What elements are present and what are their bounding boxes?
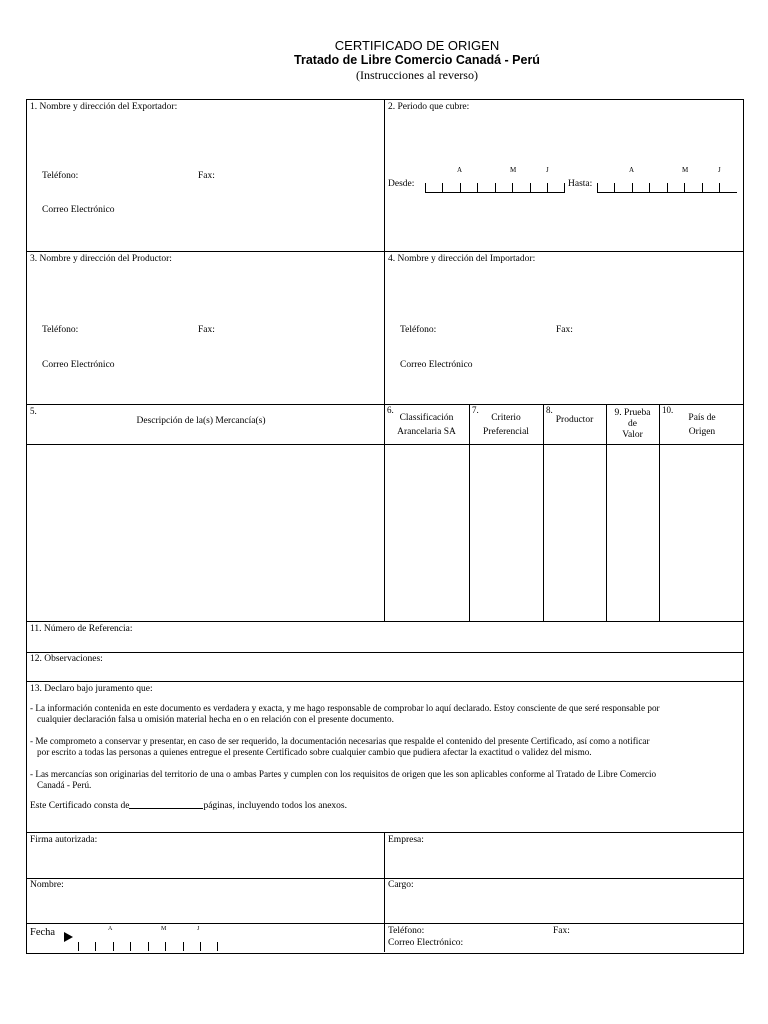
day-label: J bbox=[546, 166, 549, 174]
col5-number: 5. bbox=[30, 406, 37, 416]
exporter-fax-label: Fax: bbox=[198, 171, 215, 181]
instructions-note: (Instrucciones al reverso) bbox=[356, 68, 478, 82]
col10-header-line2: Origen bbox=[688, 427, 716, 437]
declaration-paragraph-2 bbox=[30, 736, 730, 758]
day-label: J bbox=[718, 166, 721, 174]
importer-email-label: Correo Electrónico bbox=[400, 360, 473, 370]
month-label: M bbox=[510, 166, 517, 174]
pages-suffix: páginas, incluyendo todos los anexos. bbox=[203, 801, 347, 811]
tariff-classification-cell[interactable] bbox=[385, 445, 469, 621]
exporter-field[interactable] bbox=[30, 114, 380, 168]
col10-header-line1: País de bbox=[688, 413, 716, 423]
declaration-paragraph-1 bbox=[30, 703, 730, 725]
exporter-phone-label: Teléfono: bbox=[42, 171, 79, 181]
name-field[interactable] bbox=[28, 893, 382, 921]
importer-fax-label: Fax: bbox=[556, 325, 573, 335]
value-proof-cell[interactable] bbox=[607, 445, 659, 621]
divider bbox=[384, 832, 385, 952]
period-from-label: Desde: bbox=[388, 179, 415, 189]
company-label: Empresa: bbox=[388, 835, 424, 845]
month-label: M bbox=[161, 926, 167, 932]
producer-label: 3. Nombre y dirección del Productor: bbox=[30, 254, 172, 264]
position-field[interactable] bbox=[386, 893, 740, 921]
col8-number: 8. bbox=[546, 405, 553, 415]
observations-label: 12. Observaciones: bbox=[30, 654, 103, 664]
exporter-label: 1. Nombre y dirección del Exportador: bbox=[30, 102, 178, 112]
col6-header-line2: Arancelaria SA bbox=[397, 427, 456, 437]
producer-email-label: Correo Electrónico bbox=[42, 360, 115, 370]
arrow-right-icon bbox=[64, 932, 74, 942]
producer-phone-label: Teléfono: bbox=[42, 325, 79, 335]
pages-count-field[interactable] bbox=[129, 808, 203, 809]
col9-header-line3: Valor bbox=[622, 430, 643, 440]
reference-number-field[interactable] bbox=[160, 623, 740, 651]
signature-field[interactable] bbox=[28, 848, 382, 876]
col6-header-line1: Classificación bbox=[399, 413, 454, 423]
col10-number: 10. bbox=[662, 405, 674, 415]
col9-header-line1: 9. Prueba bbox=[614, 408, 651, 418]
importer-phone-label: Teléfono: bbox=[400, 325, 437, 335]
declaration-2-line2: por escrito a todas las personas a quienes entregue el presente Certificado sobre cualquier cambio que pudiera afectar la exactitud o validez del mismo. bbox=[37, 747, 592, 757]
signature-date-field[interactable] bbox=[78, 941, 218, 951]
year-label: A bbox=[457, 166, 463, 174]
declaration-1-line2: cualquier declaración falsa u omisión material hecha en o en relación con el presente documento. bbox=[37, 714, 394, 724]
date-label: Fecha bbox=[30, 927, 56, 938]
col7-header-line1: Criterio bbox=[491, 413, 521, 423]
preference-criterion-cell[interactable] bbox=[470, 445, 543, 621]
observations-field[interactable] bbox=[130, 654, 740, 680]
divider bbox=[26, 681, 743, 682]
importer-field[interactable] bbox=[388, 266, 738, 320]
producer-cell[interactable] bbox=[544, 445, 606, 621]
col6-number: 6. bbox=[387, 405, 394, 415]
declaration-label: 13. Declaro bajo juramento que: bbox=[30, 684, 153, 694]
country-of-origin-cell[interactable] bbox=[660, 445, 742, 621]
col9-header bbox=[606, 408, 659, 441]
col9-header-line2: de bbox=[628, 419, 637, 429]
importer-label: 4. Nombre y dirección del Importador: bbox=[388, 254, 536, 264]
reference-number-label: 11. Número de Referencia: bbox=[30, 624, 133, 634]
signature-label: Firma autorizada: bbox=[30, 835, 98, 845]
declaration-2-line1: - Me comprometo a conservar y presentar, en caso de ser requerido, la documentación necesarias que respalde el contenido del presente Certificado, así como a notificar bbox=[30, 736, 650, 746]
col7-number: 7. bbox=[472, 405, 479, 415]
exporter-email-label: Correo Electrónico bbox=[42, 205, 115, 215]
from-date-field[interactable] bbox=[425, 182, 565, 193]
year-label: A bbox=[629, 166, 635, 174]
producer-fax-label: Fax: bbox=[198, 325, 215, 335]
divider bbox=[26, 652, 743, 653]
divider bbox=[26, 621, 743, 622]
col8-header: Productor bbox=[555, 415, 594, 425]
form-title: CERTIFICADO DE ORIGEN bbox=[334, 38, 500, 53]
period-label: 2. Periodo que cubre: bbox=[388, 102, 470, 112]
pages-prefix: Este Certificado consta de bbox=[30, 801, 130, 811]
form-subtitle: Tratado de Libre Comercio Canadá - Perú bbox=[294, 53, 540, 67]
col5-header: Descripción de la(s) Mercancía(s) bbox=[136, 416, 266, 426]
declaration-1-line1: - La información contenida en este documento es verdadera y exacta, y me hago responsable de comprobar lo aquí declarado. Estoy consciente de que seré responsable por bbox=[30, 703, 660, 713]
day-label: J bbox=[197, 926, 200, 932]
col7-header-line2: Preferencial bbox=[483, 427, 529, 437]
signer-phone-label: Teléfono: bbox=[388, 926, 425, 936]
name-label: Nombre: bbox=[30, 880, 64, 890]
to-date-field[interactable] bbox=[597, 182, 737, 193]
signer-email-label: Correo Electrónico: bbox=[388, 938, 464, 948]
declaration-3-line2: Canadá - Perú. bbox=[37, 780, 92, 790]
period-to-label: Hasta: bbox=[568, 179, 593, 189]
year-label: A bbox=[108, 926, 113, 932]
declaration-3-line1: - Las mercancías son originarias del territorio de una o ambas Partes y cumplen con los requisitos de origen que les son aplicables conforme al Tratado de Libre Comercio bbox=[30, 769, 657, 779]
declaration-paragraph-3 bbox=[30, 769, 730, 791]
signer-fax-label: Fax: bbox=[553, 926, 570, 936]
company-field[interactable] bbox=[386, 848, 740, 876]
goods-description-cell[interactable] bbox=[27, 445, 384, 621]
position-label: Cargo: bbox=[388, 880, 414, 890]
pages-statement bbox=[30, 801, 347, 811]
producer-field[interactable] bbox=[30, 266, 380, 320]
month-label: M bbox=[682, 166, 689, 174]
